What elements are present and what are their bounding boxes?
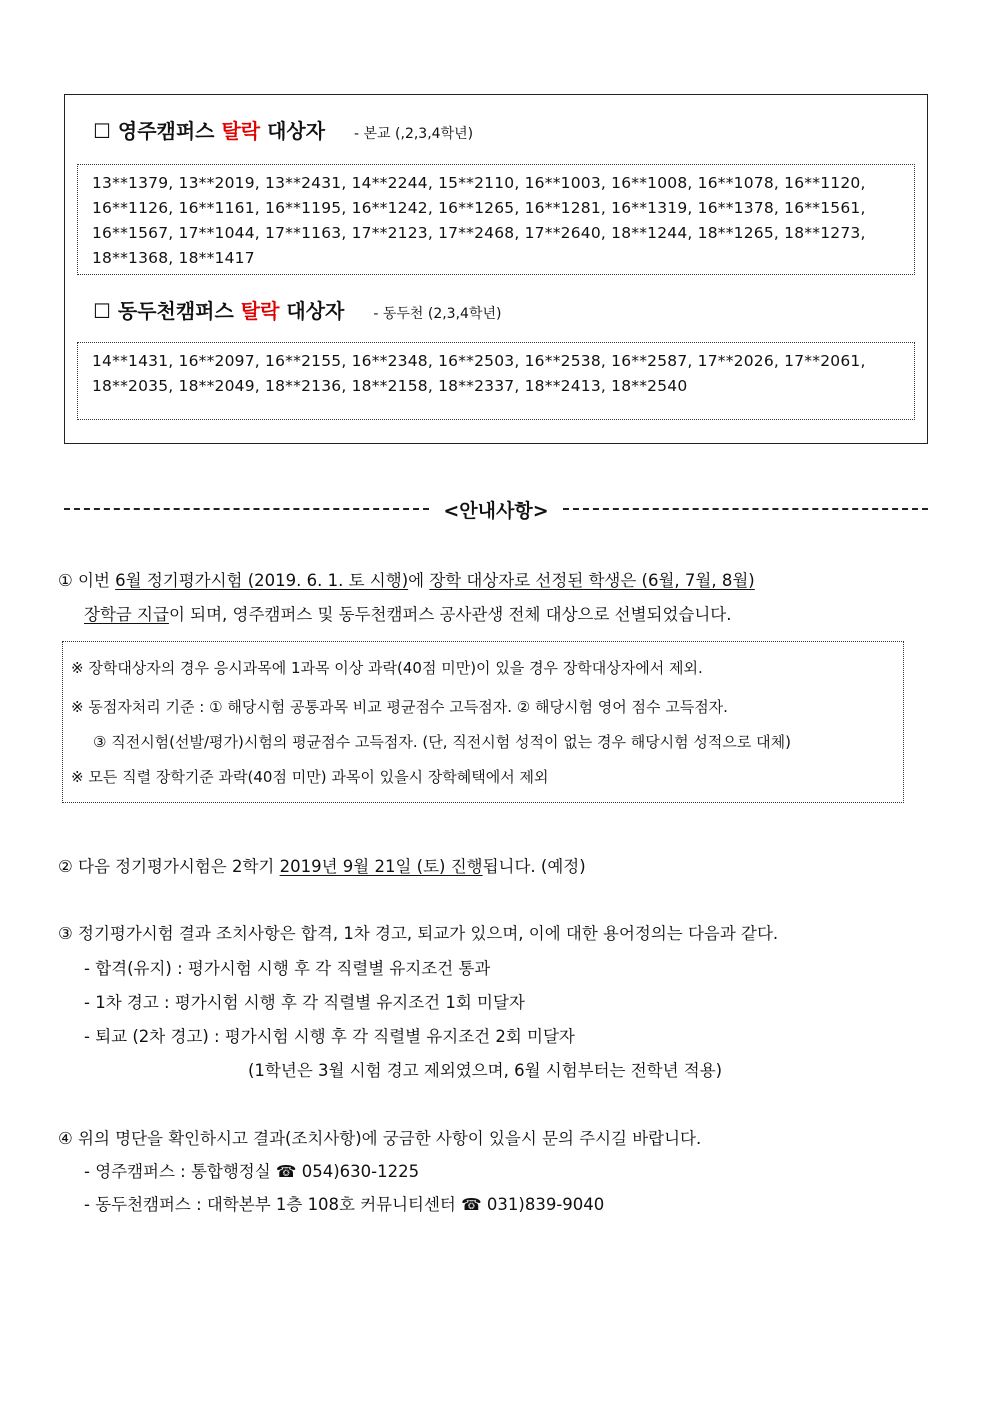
dongducheon-subtitle: - 동두천 (2,3,4학년): [373, 306, 502, 322]
item1-number: ①: [58, 571, 73, 590]
dongducheon-title: 동두천캠퍼스: [117, 299, 241, 323]
item1-text-b: 에: [408, 571, 430, 590]
contact-phone: 031)839-9040: [481, 1195, 605, 1214]
checkbox-icon: ☐: [93, 299, 111, 323]
item2-text-a: 다음 정기평가시험은 2학기: [78, 857, 280, 876]
item3-number: ③: [58, 924, 73, 943]
contact-label: - 영주캠퍼스 : 통합행정실: [84, 1162, 276, 1181]
yeongju-subtitle: - 본교 (,2,3,4학년): [354, 126, 474, 142]
yeongju-title: 영주캠퍼스: [117, 119, 222, 143]
item1-text-c: 이 되며, 영주캠퍼스 및 동두천캠퍼스 공사관생 전체 대상으로 선별되었습니다.: [168, 605, 732, 624]
item1-exam-date: 6월 정기평가시험 (2019. 6. 1. 토 시행): [115, 571, 409, 590]
item4-text: 위의 명단을 확인하시고 결과(조치사항)에 궁금한 사항이 있을시 문의 주시길 바랍니다.: [78, 1129, 702, 1148]
checkbox-icon: ☐: [93, 119, 111, 143]
dropout-lists-box: [64, 94, 928, 444]
item4-line: [58, 1127, 701, 1151]
yeongju-id-list: 13**1379, 13**2019, 13**2431, 14**2244, 15**2110, 16**1003, 16**1008, 16**1078, 16**1120, 16**1126, 16**1161, 16**1195, 16**1242, 16**1265, 16**1281, 16**1319, 16**1378, 16**1561, 16**1567, 17**1044, 17**1163, 17**2123, 17**2468, 17**2640, 18**1244, 18**1265, 18**1273, 18**1368, 18**1417: [77, 164, 915, 275]
item1-line2: [84, 603, 731, 627]
dashed-line-right: [563, 508, 928, 510]
dashed-line-left: [64, 508, 429, 510]
item3-line: [58, 922, 778, 946]
item1-text-a: 이번: [78, 571, 116, 590]
contact-yeongju: [84, 1160, 419, 1184]
item3-sub-line: - 퇴교 (2차 경고) : 평가시험 시행 후 각 직렬별 유지조건 2회 미달자: [84, 1027, 575, 1046]
contact-label: - 동두천캠퍼스 : 대학본부 1층 108호 커뮤니티센터: [84, 1195, 462, 1214]
contact-phone: 054)630-1225: [296, 1162, 420, 1181]
item4-number: ④: [58, 1129, 73, 1148]
notice-title: <안내사항>: [443, 499, 549, 522]
item3-sub-line: - 합격(유지) : 평가시험 시행 후 각 직렬별 유지조건 통과: [84, 959, 491, 978]
dropout-word: 탈락: [221, 119, 261, 143]
scholarship-notes-box: [62, 641, 904, 803]
item2-line: [58, 855, 586, 879]
notice-divider: [64, 494, 928, 524]
item3-note: (1학년은 3월 시험 경고 제외였으며, 6월 시험부터는 전학년 적용): [248, 1061, 723, 1080]
item3-sub-line: - 1차 경고 : 평가시험 시행 후 각 직렬별 유지조건 1회 미달자: [84, 993, 525, 1012]
dropout-word: 탈락: [240, 299, 280, 323]
target-word: 대상자: [279, 299, 345, 323]
dongducheon-id-list: 14**1431, 16**2097, 16**2155, 16**2348, 16**2503, 16**2538, 16**2587, 17**2026, 17**2061, 18**2035, 18**2049, 18**2136, 18**2158, 18**2337, 18**2413, 18**2540: [77, 342, 915, 420]
note-line: ※ 동점자처리 기준 : ① 해당시험 공통과목 비교 평균점수 고득점자. ② 해당시험 영어 점수 고득점자.: [71, 698, 728, 716]
yeongju-heading: [93, 115, 473, 144]
phone-icon: ☎: [275, 1162, 297, 1181]
item2-next-exam-date: 2019년 9월 21일 (토) 진행: [279, 857, 483, 876]
item1-scholarship: 장학금 지급: [84, 605, 169, 624]
contact-dongducheon: [84, 1193, 604, 1217]
dongducheon-heading: [93, 295, 501, 324]
item2-text-b: 됩니다. (예정): [482, 857, 586, 876]
item2-number: ②: [58, 857, 73, 876]
note-line: ③ 직전시험(선발/평가)시험의 평균점수 고득점자. (단, 직전시험 성적이 없는 경우 해당시험 성적으로 대체): [93, 733, 791, 751]
note-line: ※ 장학대상자의 경우 응시과목에 1과목 이상 과락(40점 미만)이 있을 경우 장학대상자에서 제외.: [71, 659, 703, 677]
item1-selected: 장학 대상자로 선정된 학생은 (6월, 7월, 8월): [429, 571, 755, 590]
item1-line1: [58, 569, 755, 593]
phone-icon: ☎: [461, 1195, 482, 1214]
note-line: ※ 모든 직렬 장학기준 과락(40점 미만) 과목이 있을시 장학혜택에서 제외: [71, 768, 549, 786]
item3-text: 정기평가시험 결과 조치사항은 합격, 1차 경고, 퇴교가 있으며, 이에 대한 용어정의는 다음과 같다.: [78, 924, 779, 943]
target-word: 대상자: [260, 119, 326, 143]
